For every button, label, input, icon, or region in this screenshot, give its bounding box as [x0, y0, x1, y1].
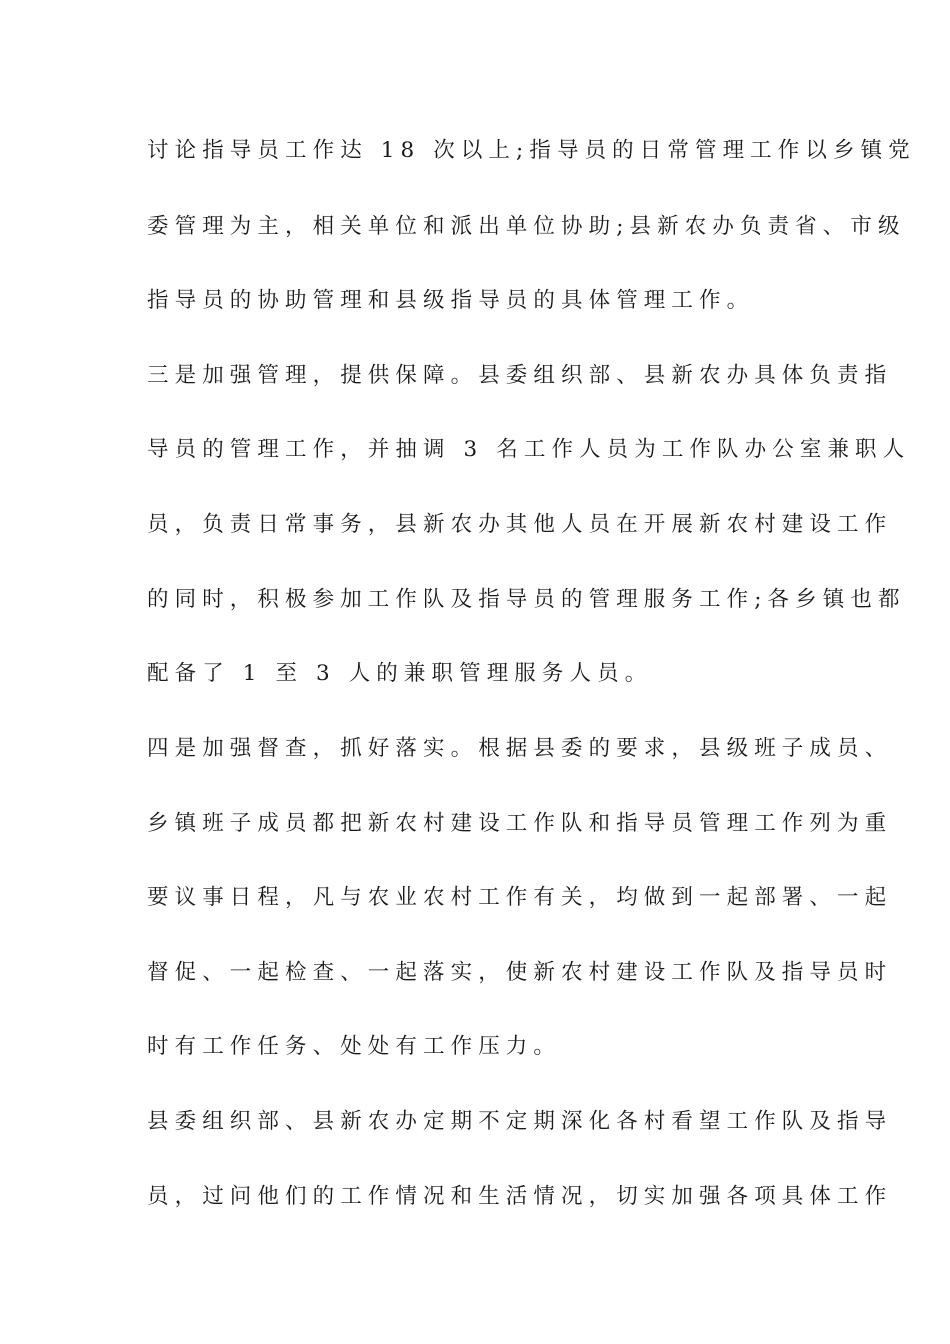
- paragraph-start-line: 县委组织部、县新农办定期不定期深化各村看望工作队及指导: [147, 1109, 893, 1134]
- text-line: 员，负责日常事务，县新农办其他人员在开展新农村建设工作: [147, 512, 893, 537]
- text-line: 导员的管理工作，并抽调 3 名工作人员为工作队办公室兼职人: [147, 437, 911, 462]
- text-line: 乡镇班子成员都把新农村建设工作队和指导员管理工作列为重: [147, 811, 893, 836]
- text-line: 员，过问他们的工作情况和生活情况，切实加强各项具体工作: [147, 1184, 893, 1209]
- text-line: 督促、一起检查、一起落实，使新农村建设工作队及指导员时: [147, 960, 893, 985]
- paragraph-start-line: 三是加强管理，提供保障。县委组织部、县新农办具体负责指: [147, 363, 893, 388]
- paragraph-start-line: 四是加强督查，抓好落实。根据县委的要求，县级班子成员、: [147, 736, 893, 761]
- text-line: 讨论指导员工作达 18 次以上;指导员的日常管理工作以乡镇党: [147, 138, 916, 163]
- text-line: 配备了 1 至 3 人的兼职管理服务人员。: [147, 661, 653, 686]
- text-line: 委管理为主，相关单位和派出单位协助;县新农办负责省、市级: [147, 214, 906, 239]
- text-line: 的同时，积极参加工作队及指导员的管理服务工作;各乡镇也都: [147, 587, 906, 612]
- text-line: 要议事日程，凡与农业农村工作有关，均做到一起部署、一起: [147, 885, 893, 910]
- text-line: 指导员的协助管理和县级指导员的具体管理工作。: [147, 288, 755, 313]
- text-line: 时有工作任务、处处有工作压力。: [147, 1034, 562, 1059]
